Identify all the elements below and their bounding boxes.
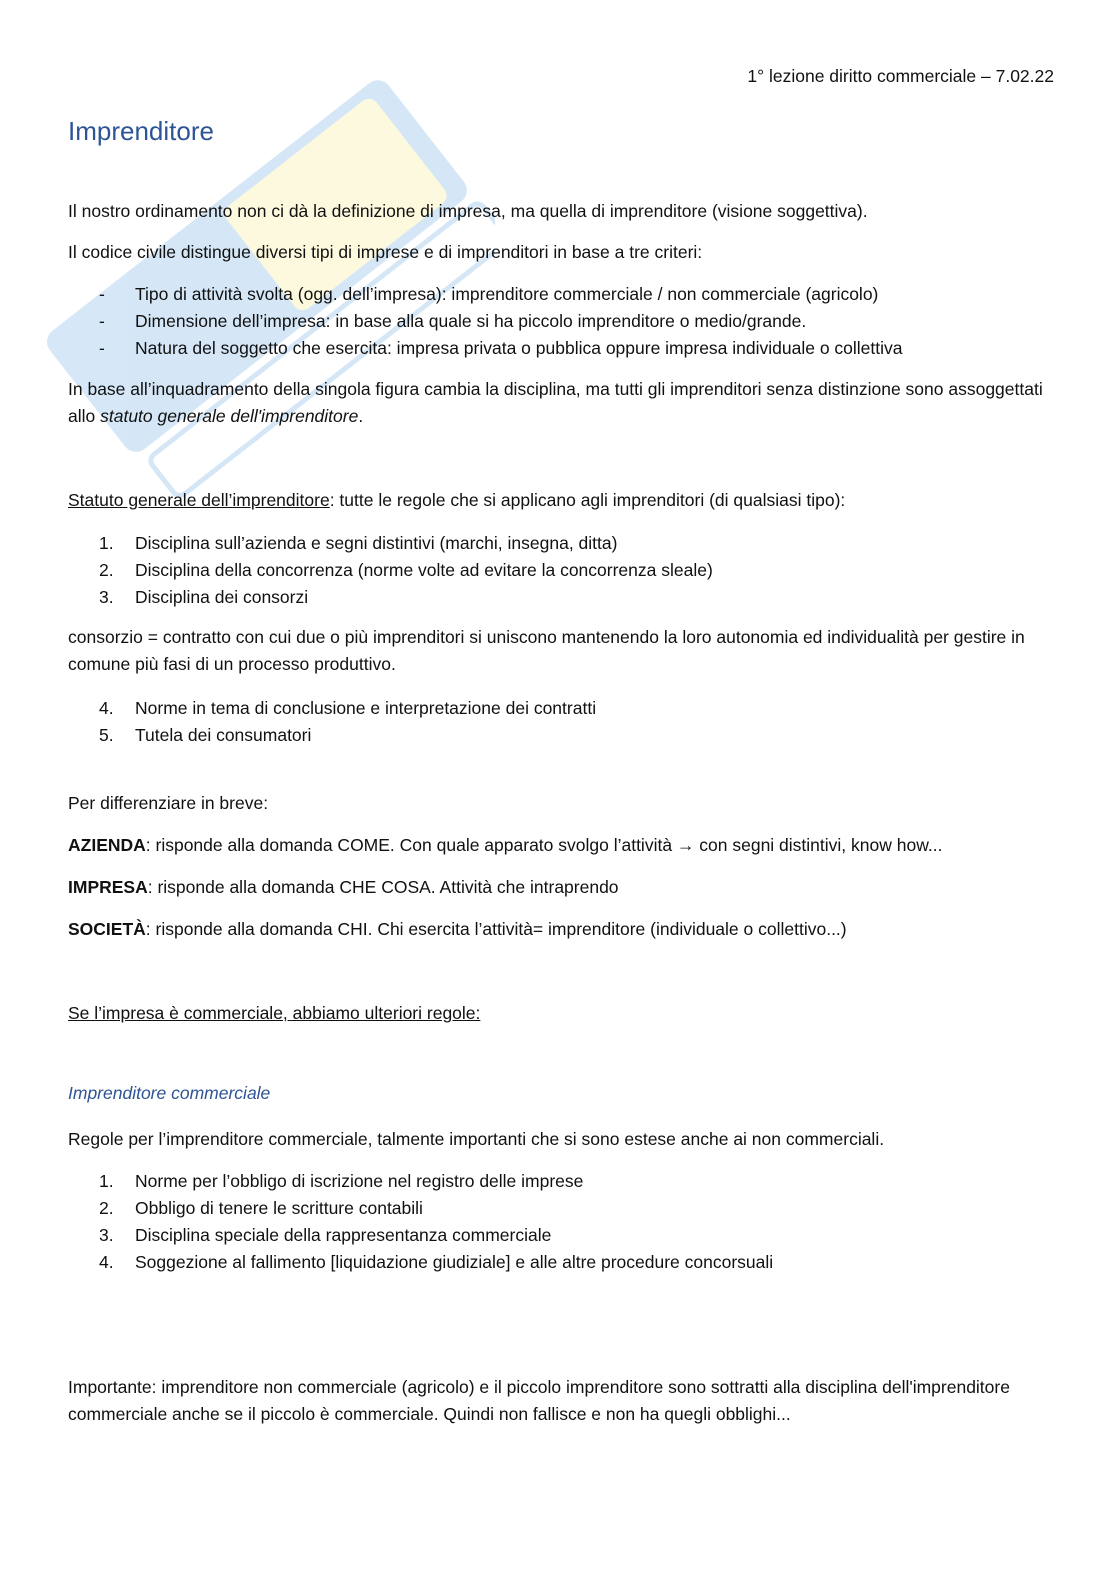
list-item: 2. Obbligo di tenere le scritture contabili — [99, 1198, 423, 1218]
commerciale-intro: Regole per l’imprenditore commerciale, talmente importanti che si sono estese anche ai non commerciali. — [68, 1129, 885, 1149]
section-subtitle: Imprenditore commerciale — [68, 1083, 271, 1103]
statuto-list-continued — [68, 697, 596, 751]
criteria-list — [68, 283, 903, 364]
list-item: 1. Disciplina sull’azienda e segni distintivi (marchi, insegna, ditta) — [99, 533, 618, 553]
commerciale-heading: Se l’impresa è commerciale, abbiamo ulteriori regole: — [68, 1003, 481, 1023]
azienda-definition: AZIENDA: risponde alla domanda COME. Con quale apparato svolgo l’attività → con segni distintivi, know how... — [68, 835, 943, 855]
statuto-label: Statuto generale dell’imprenditore — [68, 490, 330, 510]
arrow-icon: → — [676, 835, 695, 855]
discipline-paragraph: In base all’inquadramento della singola figura cambia la disciplina, ma tutti gli imprenditori senza distinzione sono assoggettati allo statuto generale dell'imprenditore. — [68, 379, 1043, 426]
list-item: 2. Disciplina della concorrenza (norme volte ad evitare la concorrenza sleale) — [99, 560, 713, 580]
list-item: - Tipo di attività svolta (ogg. dell’impresa): imprenditore commerciale / non commerciale (agricolo) — [99, 284, 879, 304]
bullet-marker: - — [99, 338, 105, 358]
list-item: 3. Disciplina dei consorzi — [99, 587, 309, 607]
consorzio-paragraph: consorzio = contratto con cui due o più imprenditori si uniscono mantenendo la loro autonomia ed individualità per gestire in comune più fasi di un processo produttivo. — [68, 627, 1025, 674]
commerciale-list — [68, 1170, 773, 1278]
bullet-marker: - — [99, 284, 105, 304]
bullet-marker: - — [99, 311, 105, 331]
statuto-list — [68, 532, 713, 613]
impresa-definition: IMPRESA: risponde alla domanda CHE COSA. Attività che intraprendo — [68, 877, 619, 897]
intro-paragraph-1: Il nostro ordinamento non ci dà la definizione di impresa, ma quella di imprenditore (visione soggettiva). — [68, 201, 868, 221]
statuto-term: statuto generale dell'imprenditore — [100, 406, 359, 426]
differenze-intro: Per differenziare in breve: — [68, 793, 269, 813]
list-item: 3. Disciplina speciale della rappresentanza commerciale — [99, 1225, 552, 1245]
list-item: 4. Norme in tema di conclusione e interpretazione dei contratti — [99, 698, 597, 718]
importante-paragraph: Importante: imprenditore non commerciale (agricolo) e il piccolo imprenditore sono sottratti alla disciplina dell'imprenditore commerciale anche se il piccolo è commerciale. Quindi non fallisce e non ha quegli obblighi... — [68, 1377, 1010, 1424]
societa-definition: SOCIETÀ: risponde alla domanda CHI. Chi esercita l’attività= imprenditore (individuale o collettivo...) — [68, 919, 847, 939]
list-item: - Natura del soggetto che esercita: impresa privata o pubblica oppure impresa individuale o collettiva — [99, 338, 903, 358]
list-item: 1. Norme per l’obbligo di iscrizione nel registro delle imprese — [99, 1171, 584, 1191]
lecture-header: 1° lezione diritto commerciale – 7.02.22 — [747, 66, 1054, 86]
statuto-paragraph: Statuto generale dell’imprenditore: tutte le regole che si applicano agli imprenditori (di qualsiasi tipo): — [68, 490, 846, 510]
list-item: 5. Tutela dei consumatori — [99, 725, 312, 745]
page-title: Imprenditore — [68, 116, 214, 146]
intro-paragraph-2: Il codice civile distingue diversi tipi di imprese e di imprenditori in base a tre criteri: — [68, 242, 703, 262]
list-item: 4. Soggezione al fallimento [liquidazione giudiziale] e alle altre procedure concorsuali — [99, 1252, 774, 1272]
list-item: - Dimensione dell’impresa: in base alla quale si ha piccolo imprenditore o medio/grande. — [99, 311, 807, 331]
